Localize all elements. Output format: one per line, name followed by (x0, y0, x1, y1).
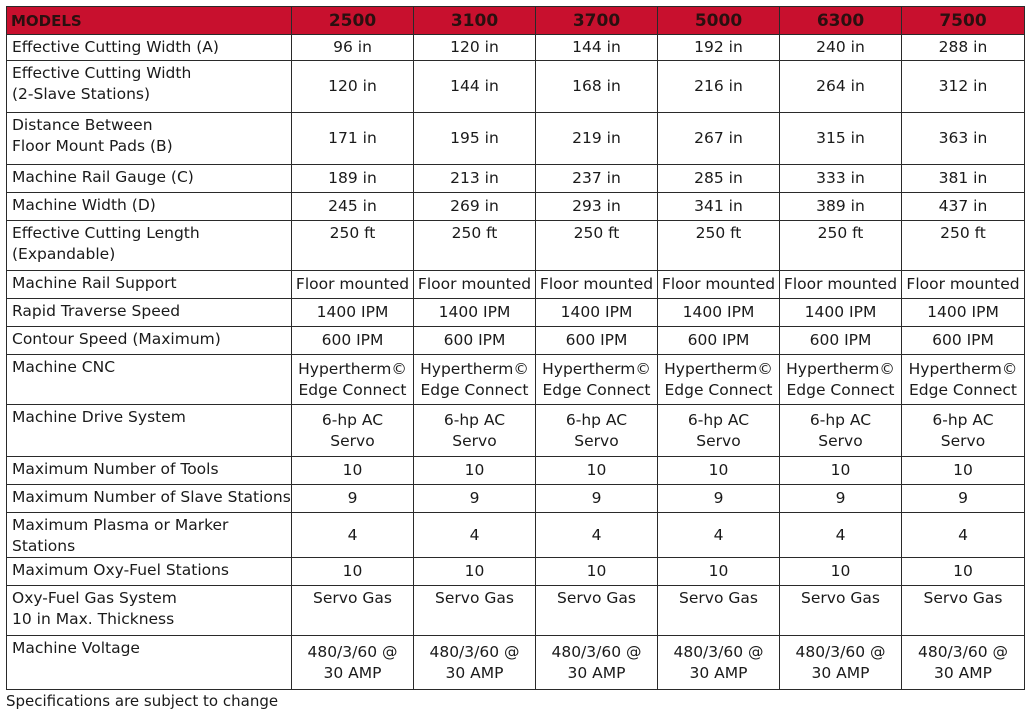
table-cell: 4 (658, 513, 780, 558)
row-label: Machine Rail Gauge (C) (7, 165, 292, 193)
table-row (7, 558, 1025, 586)
table-cell: 600 IPM (414, 327, 536, 355)
table-cell: Hypertherm© Edge Connect (414, 355, 536, 405)
model-header: 7500 (902, 7, 1025, 35)
row-label: Maximum Plasma or Marker Stations (7, 513, 292, 558)
row-label: Rapid Traverse Speed (7, 299, 292, 327)
table-cell: Floor mounted (292, 271, 414, 299)
table-cell: 1400 IPM (902, 299, 1025, 327)
table-cell: 120 in (414, 35, 536, 61)
table-cell: 10 (658, 457, 780, 485)
table-cell: Servo Gas (658, 586, 780, 636)
table-row (7, 405, 1025, 457)
table-row (7, 327, 1025, 355)
model-header: 6300 (780, 7, 902, 35)
table-cell: Servo Gas (292, 586, 414, 636)
table-row (7, 586, 1025, 636)
row-label: Oxy-Fuel Gas System 10 in Max. Thickness (7, 586, 292, 636)
table-cell: 6-hp AC Servo (536, 405, 658, 457)
table-row (7, 113, 1025, 165)
table-cell: 10 (414, 558, 536, 586)
model-header: 2500 (292, 7, 414, 35)
table-cell: 189 in (292, 165, 414, 193)
table-cell: 10 (292, 558, 414, 586)
table-cell: Floor mounted (780, 271, 902, 299)
row-label: Machine Voltage (7, 636, 292, 690)
table-cell: 4 (536, 513, 658, 558)
table-cell: 9 (414, 485, 536, 513)
table-row (7, 271, 1025, 299)
table-cell: 4 (292, 513, 414, 558)
table-row (7, 193, 1025, 221)
table-row (7, 485, 1025, 513)
table-cell: 341 in (658, 193, 780, 221)
table-cell: 480/3/60 @ 30 AMP (780, 636, 902, 690)
table-cell: 250 ft (414, 221, 536, 271)
table-cell: 237 in (536, 165, 658, 193)
table-cell: 9 (536, 485, 658, 513)
row-label: Effective Cutting Length (Expandable) (7, 221, 292, 271)
table-cell: 381 in (902, 165, 1025, 193)
table-row (7, 35, 1025, 61)
table-cell: Servo Gas (414, 586, 536, 636)
table-cell: 600 IPM (292, 327, 414, 355)
table-cell: 10 (414, 457, 536, 485)
table-cell: 269 in (414, 193, 536, 221)
table-cell: Floor mounted (902, 271, 1025, 299)
table-cell: 9 (902, 485, 1025, 513)
table-cell: Floor mounted (414, 271, 536, 299)
table-cell: 213 in (414, 165, 536, 193)
table-cell: 10 (536, 457, 658, 485)
table-cell: 600 IPM (536, 327, 658, 355)
table-cell: 363 in (902, 113, 1025, 165)
table-cell: 480/3/60 @ 30 AMP (658, 636, 780, 690)
table-cell: 9 (658, 485, 780, 513)
row-label: Distance Between Floor Mount Pads (B) (7, 113, 292, 165)
table-cell: Servo Gas (536, 586, 658, 636)
table-cell: 6-hp AC Servo (292, 405, 414, 457)
row-label: Maximum Oxy-Fuel Stations (7, 558, 292, 586)
row-label: Machine Drive System (7, 405, 292, 457)
table-cell: 216 in (658, 61, 780, 113)
table-cell: 1400 IPM (536, 299, 658, 327)
table-cell: 250 ft (536, 221, 658, 271)
specifications-table (6, 6, 1025, 690)
table-row (7, 221, 1025, 271)
table-cell: 600 IPM (902, 327, 1025, 355)
table-cell: 1400 IPM (292, 299, 414, 327)
table-cell: 10 (536, 558, 658, 586)
table-cell: 10 (902, 558, 1025, 586)
table-cell: 267 in (658, 113, 780, 165)
table-cell: 9 (292, 485, 414, 513)
table-cell: 168 in (536, 61, 658, 113)
row-label: Machine CNC (7, 355, 292, 405)
table-cell: 4 (780, 513, 902, 558)
table-cell: 6-hp AC Servo (780, 405, 902, 457)
table-cell: 1400 IPM (658, 299, 780, 327)
table-cell: 1400 IPM (780, 299, 902, 327)
table-cell: Floor mounted (658, 271, 780, 299)
table-cell: 144 in (536, 35, 658, 61)
table-cell: 250 ft (292, 221, 414, 271)
footnote: Specifications are subject to change (6, 692, 279, 710)
table-cell: 171 in (292, 113, 414, 165)
table-cell: 6-hp AC Servo (902, 405, 1025, 457)
table-cell: 4 (414, 513, 536, 558)
table-cell: Hypertherm© Edge Connect (780, 355, 902, 405)
table-cell: Servo Gas (780, 586, 902, 636)
table-cell: 285 in (658, 165, 780, 193)
row-label: Effective Cutting Width (A) (7, 35, 292, 61)
table-row (7, 61, 1025, 113)
table-cell: 10 (902, 457, 1025, 485)
table-row (7, 636, 1025, 690)
table-cell: 250 ft (658, 221, 780, 271)
table-cell: 6-hp AC Servo (658, 405, 780, 457)
row-label: Effective Cutting Width (2-Slave Stations) (7, 61, 292, 113)
table-cell: 250 ft (902, 221, 1025, 271)
models-header: MODELS (7, 7, 292, 35)
row-label: Machine Rail Support (7, 271, 292, 299)
table-cell: 1400 IPM (414, 299, 536, 327)
table-cell: 600 IPM (658, 327, 780, 355)
table-cell: 10 (658, 558, 780, 586)
model-header: 3700 (536, 7, 658, 35)
table-row (7, 355, 1025, 405)
table-cell: 6-hp AC Servo (414, 405, 536, 457)
table-cell: 240 in (780, 35, 902, 61)
table-cell: 293 in (536, 193, 658, 221)
model-header: 3100 (414, 7, 536, 35)
table-row (7, 299, 1025, 327)
table-cell: 480/3/60 @ 30 AMP (536, 636, 658, 690)
row-label: Machine Width (D) (7, 193, 292, 221)
table-cell: 245 in (292, 193, 414, 221)
table-cell: 389 in (780, 193, 902, 221)
table-cell: 288 in (902, 35, 1025, 61)
table-cell: 315 in (780, 113, 902, 165)
table-cell: 120 in (292, 61, 414, 113)
table-cell: 144 in (414, 61, 536, 113)
table-cell: Hypertherm© Edge Connect (536, 355, 658, 405)
table-cell: 480/3/60 @ 30 AMP (292, 636, 414, 690)
table-header-row (7, 7, 1025, 35)
row-label: Maximum Number of Slave Stations (7, 485, 292, 513)
row-label: Maximum Number of Tools (7, 457, 292, 485)
table-cell: 480/3/60 @ 30 AMP (902, 636, 1025, 690)
table-cell: 250 ft (780, 221, 902, 271)
table-cell: Hypertherm© Edge Connect (292, 355, 414, 405)
table-row (7, 513, 1025, 558)
table-cell: 437 in (902, 193, 1025, 221)
table-cell: 10 (292, 457, 414, 485)
table-cell: 96 in (292, 35, 414, 61)
table-row (7, 165, 1025, 193)
table-cell: 480/3/60 @ 30 AMP (414, 636, 536, 690)
table-cell: 312 in (902, 61, 1025, 113)
table-cell: Floor mounted (536, 271, 658, 299)
table-cell: Hypertherm© Edge Connect (902, 355, 1025, 405)
table-cell: 192 in (658, 35, 780, 61)
table-cell: 9 (780, 485, 902, 513)
table-cell: 10 (780, 558, 902, 586)
table-cell: 4 (902, 513, 1025, 558)
table-body (7, 35, 1025, 690)
table-cell: Servo Gas (902, 586, 1025, 636)
table-cell: 10 (780, 457, 902, 485)
table-cell: 333 in (780, 165, 902, 193)
table-cell: 219 in (536, 113, 658, 165)
table-cell: 195 in (414, 113, 536, 165)
table-cell: 264 in (780, 61, 902, 113)
table-cell: Hypertherm© Edge Connect (658, 355, 780, 405)
model-header: 5000 (658, 7, 780, 35)
table-cell: 600 IPM (780, 327, 902, 355)
table-row (7, 457, 1025, 485)
row-label: Contour Speed (Maximum) (7, 327, 292, 355)
